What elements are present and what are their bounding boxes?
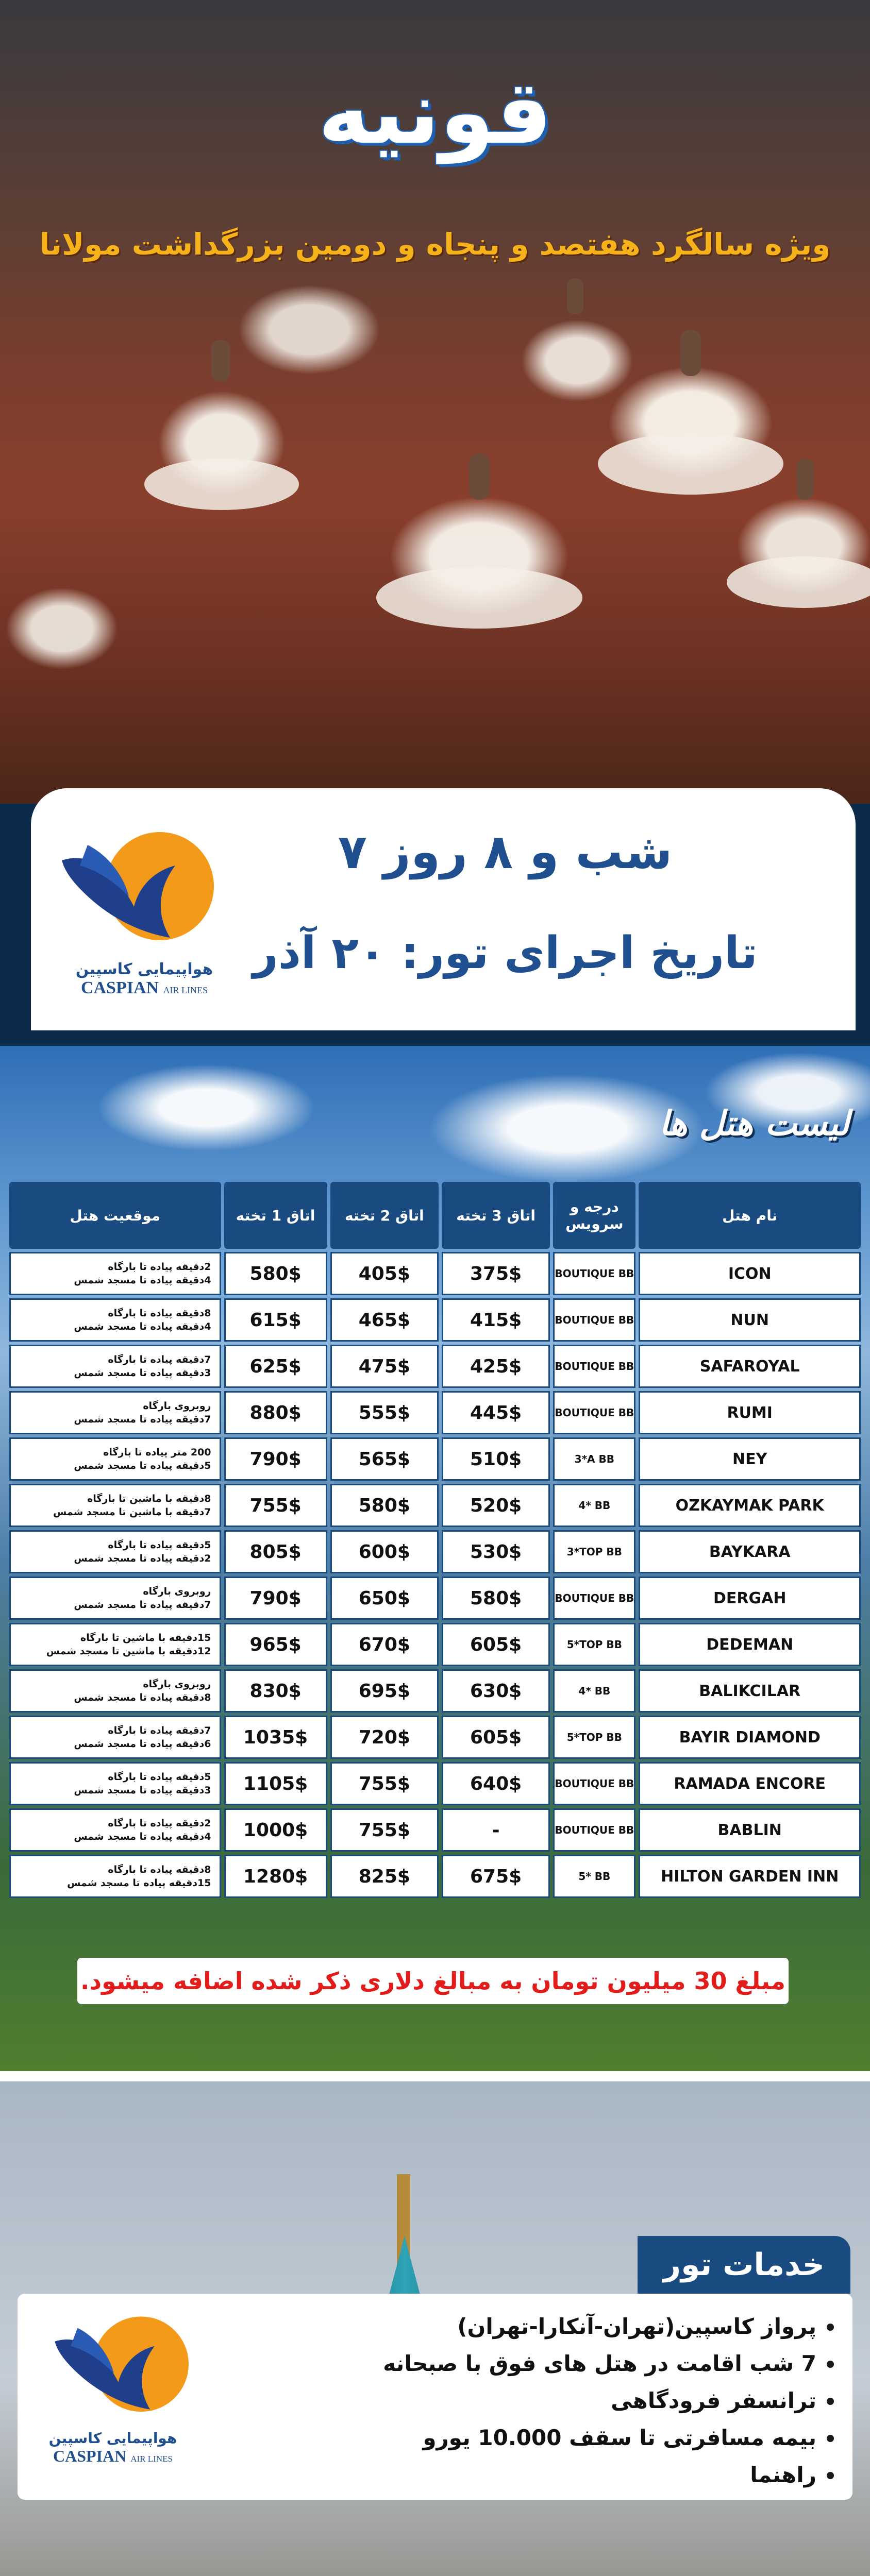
location-line: 7دقیقه پیاده تا مسجد شمس (74, 1414, 211, 1425)
cell-grade: BOUTIQUE BB (553, 1345, 635, 1388)
header-name: نام هتل (639, 1182, 861, 1249)
location-line: 5دقیقه پیاده تا مسجد شمس (74, 1460, 211, 1471)
cell-grade: BOUTIQUE BB (553, 1252, 635, 1295)
cell-location (9, 1530, 221, 1573)
cell-location (9, 1808, 221, 1852)
location-line: 8دقیقه پیاده تا بارگاه (108, 1864, 211, 1875)
cell-single: 1280$ (224, 1855, 327, 1898)
location-line: 7دقیقه پیاده تا مسجد شمس (74, 1599, 211, 1611)
table-row (9, 1437, 861, 1481)
header-location: موقعیت هتل (9, 1182, 221, 1249)
location-line: 4دقیقه پیاده تا مسجد شمس (74, 1831, 211, 1842)
table-row (9, 1391, 861, 1434)
surcharge-notice: مبلغ 30 میلیون تومان به مبالغ دلاری ذکر شده اضافه میشود. (77, 1958, 789, 2004)
cell-single: 1035$ (224, 1716, 327, 1759)
cell-hotel-name: RUMI (639, 1391, 861, 1434)
cell-single: 790$ (224, 1437, 327, 1481)
cell-grade: BOUTIQUE BB (553, 1577, 635, 1620)
location-line: 4دقیقه پیاده تا مسجد شمس (74, 1275, 211, 1286)
cell-triple: 640$ (442, 1762, 550, 1805)
cell-grade: 3*A BB (553, 1437, 635, 1481)
brand-name-fa: هواپیمایی کاسپین (75, 960, 213, 978)
cell-grade: BOUTIQUE BB (553, 1808, 635, 1852)
caspian-logo (52, 829, 237, 998)
cell-triple: 520$ (442, 1484, 550, 1527)
cell-single: 830$ (224, 1669, 327, 1713)
cell-triple: 580$ (442, 1577, 550, 1620)
cell-location (9, 1484, 221, 1527)
hotel-price-table (6, 1179, 864, 1901)
location-line: 5دقیقه پیاده تا بارگاه (108, 1771, 211, 1783)
cell-double: 755$ (330, 1762, 439, 1805)
location-line: 7دقیقه با ماشین تا مسجد شمس (53, 1506, 211, 1518)
cell-grade: 5*TOP BB (553, 1623, 635, 1666)
cell-double: 650$ (330, 1577, 439, 1620)
brand-name-en-main: CASPIAN (53, 2447, 127, 2465)
cell-triple: 630$ (442, 1669, 550, 1713)
location-line: 2دقیقه پیاده تا مسجد شمس (74, 1553, 211, 1564)
location-line: روبروی بارگاه (143, 1586, 211, 1597)
cell-double: 825$ (330, 1855, 439, 1898)
cell-location (9, 1669, 221, 1713)
cell-location (9, 1252, 221, 1295)
location-line: 15دقیقه با ماشین تا بارگاه (80, 1632, 211, 1643)
table-row (9, 1808, 861, 1852)
cell-grade: 4* BB (553, 1669, 635, 1713)
cell-triple: 415$ (442, 1298, 550, 1342)
cell-single: 1105$ (224, 1762, 327, 1805)
services-panel (18, 2294, 852, 2500)
cell-grade: BOUTIQUE BB (553, 1762, 635, 1805)
cell-hotel-name: NEY (639, 1437, 861, 1481)
table-row (9, 1345, 861, 1388)
cell-triple: 510$ (442, 1437, 550, 1481)
brand-name-en (28, 2447, 198, 2466)
location-line: روبروی بارگاه (143, 1400, 211, 1412)
cell-location (9, 1437, 221, 1481)
cell-grade: 3*TOP BB (553, 1530, 635, 1573)
cell-triple: 425$ (442, 1345, 550, 1388)
cell-single: 755$ (224, 1484, 327, 1527)
location-line: 8دقیقه با ماشین تا بارگاه (87, 1493, 211, 1504)
tour-info-card (31, 788, 856, 1030)
cell-double: 555$ (330, 1391, 439, 1434)
caspian-logo-small (28, 2314, 198, 2466)
tour-duration: ۷ شب و ۸ روز (338, 824, 673, 879)
location-line: 2دقیقه پیاده تا بارگاه (108, 1818, 211, 1829)
table-row (9, 1716, 861, 1759)
cell-hotel-name: OZKAYMAK PARK (639, 1484, 861, 1527)
cell-hotel-name: ICON (639, 1252, 861, 1295)
cell-grade: 4* BB (553, 1484, 635, 1527)
location-line: 3دقیقه پیاده تا مسجد شمس (74, 1367, 211, 1379)
cell-single: 625$ (224, 1345, 327, 1388)
table-row (9, 1623, 861, 1666)
cell-grade: BOUTIQUE BB (553, 1298, 635, 1342)
location-line: 2دقیقه پیاده تا بارگاه (108, 1261, 211, 1273)
cell-hotel-name: RAMADA ENCORE (639, 1762, 861, 1805)
location-line: 200 متر پیاده تا بارگاه (103, 1447, 211, 1458)
cell-hotel-name: NUN (639, 1298, 861, 1342)
location-line: 3دقیقه پیاده تا مسجد شمس (74, 1785, 211, 1796)
cell-double: 405$ (330, 1252, 439, 1295)
cell-location (9, 1577, 221, 1620)
cell-hotel-name: BALIKCILAR (639, 1669, 861, 1713)
brand-name-en-main: CASPIAN (80, 978, 159, 997)
location-line: 4دقیقه پیاده تا مسجد شمس (74, 1321, 211, 1332)
services-notes-section (0, 2081, 870, 2576)
cell-double: 565$ (330, 1437, 439, 1481)
table-row (9, 1530, 861, 1573)
table-row (9, 1252, 861, 1295)
location-line: روبروی بارگاه (143, 1679, 211, 1690)
cell-double: 670$ (330, 1623, 439, 1666)
cell-single: 790$ (224, 1577, 327, 1620)
brand-name-fa: هواپیمایی کاسپین (48, 2430, 177, 2447)
cell-double: 600$ (330, 1530, 439, 1573)
cell-location (9, 1391, 221, 1434)
list-item: بیمه مسافرتی تا سقف 10.000 یورو (249, 2419, 816, 2456)
cell-location (9, 1716, 221, 1759)
cell-double: 580$ (330, 1484, 439, 1527)
cell-double: 720$ (330, 1716, 439, 1759)
location-line: 5دقیقه پیاده تا بارگاه (108, 1539, 211, 1551)
hero-subtitle: ویژه سالگرد هفتصد و پنجاه و دومین بزرگداشت مولانا (39, 227, 831, 262)
header-double: اتاق 2 تخته (330, 1182, 439, 1249)
table-row (9, 1669, 861, 1713)
cell-location (9, 1298, 221, 1342)
cell-single: 880$ (224, 1391, 327, 1434)
services-title: خدمات تور (638, 2236, 850, 2294)
cell-hotel-name: DERGAH (639, 1577, 861, 1620)
cell-hotel-name: DEDEMAN (639, 1623, 861, 1666)
location-line: 8دقیقه پیاده تا بارگاه (108, 1308, 211, 1319)
cell-triple: 675$ (442, 1855, 550, 1898)
location-line: 7دقیقه پیاده تا بارگاه (108, 1354, 211, 1365)
hotel-list-section (0, 1046, 870, 2071)
hotel-list-title: لیست هتل ها (659, 1104, 849, 1143)
domes-graphic (0, 2504, 870, 2576)
bird-logo-icon (52, 829, 222, 958)
cell-grade: BOUTIQUE BB (553, 1391, 635, 1434)
brand-name-en-sub: AIR LINES (163, 985, 208, 995)
table-header-row (9, 1182, 861, 1249)
cell-single: 965$ (224, 1623, 327, 1666)
cell-double: 475$ (330, 1345, 439, 1388)
cell-single: 580$ (224, 1252, 327, 1295)
cell-double: 755$ (330, 1808, 439, 1852)
cell-grade: 5* BB (553, 1855, 635, 1898)
cell-single: 615$ (224, 1298, 327, 1342)
cell-triple: 605$ (442, 1623, 550, 1666)
cell-triple: - (442, 1808, 550, 1852)
header-single: اتاق 1 تخته (224, 1182, 327, 1249)
location-line: 6دقیقه پیاده تا مسجد شمس (74, 1738, 211, 1750)
cell-single: 1000$ (224, 1808, 327, 1852)
location-line: 7دقیقه پیاده تا بارگاه (108, 1725, 211, 1736)
cell-double: 695$ (330, 1669, 439, 1713)
cell-hotel-name: BAYKARA (639, 1530, 861, 1573)
cell-hotel-name: BAYIR DIAMOND (639, 1716, 861, 1759)
list-item: راهنما (249, 2456, 816, 2494)
cell-triple: 375$ (442, 1252, 550, 1295)
bird-logo-icon (43, 2314, 198, 2428)
hero-banner (0, 0, 870, 804)
location-line: 12دقیقه با ماشین تا مسجد شمس (46, 1646, 211, 1657)
section-divider (0, 2071, 870, 2081)
table-row (9, 1298, 861, 1342)
table-row (9, 1762, 861, 1805)
list-item: ترانسفر فرودگاهی (249, 2382, 816, 2419)
brand-name-en-sub: AIR LINES (130, 2454, 173, 2464)
table-row (9, 1577, 861, 1620)
services-list (249, 2308, 816, 2494)
table-row (9, 1855, 861, 1898)
list-item: 7 شب اقامت در هتل های فوق با صبحانه (249, 2345, 816, 2382)
cell-double: 465$ (330, 1298, 439, 1342)
brand-name-en (52, 978, 237, 998)
list-item: پرواز کاسپین(تهران-آنکارا-تهران) (249, 2308, 816, 2345)
cell-triple: 445$ (442, 1391, 550, 1434)
location-line: 8دقیقه پیاده تا مسجد شمس (74, 1692, 211, 1703)
header-triple: اتاق 3 تخته (442, 1182, 550, 1249)
tour-date: تاریخ اجرای تور: ۲۰ آذر (253, 927, 758, 979)
cell-hotel-name: HILTON GARDEN INN (639, 1855, 861, 1898)
cell-location (9, 1623, 221, 1666)
cell-location (9, 1345, 221, 1388)
cell-triple: 530$ (442, 1530, 550, 1573)
header-grade: درجه و سرویس (553, 1182, 635, 1249)
cell-location (9, 1855, 221, 1898)
cell-single: 805$ (224, 1530, 327, 1573)
cell-grade: 5*TOP BB (553, 1716, 635, 1759)
hero-title: قونیه (317, 62, 553, 164)
cell-triple: 605$ (442, 1716, 550, 1759)
cell-hotel-name: BABLIN (639, 1808, 861, 1852)
cell-hotel-name: SAFAROYAL (639, 1345, 861, 1388)
table-row (9, 1484, 861, 1527)
hotel-table-body (9, 1252, 861, 1898)
location-line: 15دقیقه پیاده تا مسجد شمس (67, 1877, 211, 1889)
cell-location (9, 1762, 221, 1805)
